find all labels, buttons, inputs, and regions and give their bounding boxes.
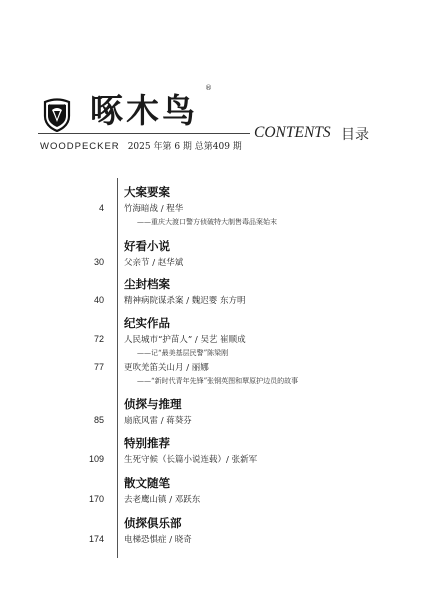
page-number: 85 xyxy=(93,415,104,425)
toc-entry-subtitle: ——重庆大渡口警方侦破特大制售毒品案始末 xyxy=(137,218,277,226)
toc-entry[interactable]: 电梯恐惧症 / 晓奇 xyxy=(124,535,192,545)
page-number: 77 xyxy=(93,362,104,372)
toc-entry-subtitle: ——“新时代青年先锋”张钢英图和覃原护边员的故事 xyxy=(137,377,299,385)
section-title: 纪实作品 xyxy=(124,316,170,330)
page-number: 174 xyxy=(88,534,104,544)
page-number: 30 xyxy=(93,257,104,267)
toc-entry[interactable]: 精神病院谋杀案 / 魏迟婴 东方明 xyxy=(124,296,246,306)
section-title: 尘封档案 xyxy=(124,277,170,291)
toc-entry-subtitle: ——记“最美基层民警”陈梁刚 xyxy=(137,349,229,357)
toc-entry[interactable]: 父亲节 / 赵华斌 xyxy=(124,258,184,268)
toc-vertical-rule xyxy=(117,178,118,558)
toc-entry[interactable]: 生死守候（长篇小说连载）/ 张新军 xyxy=(124,455,258,465)
page-number: 40 xyxy=(93,295,104,305)
woodpecker-emblem-icon xyxy=(42,98,72,132)
toc-entry[interactable]: 去老鹰山镇 / 邓跃东 xyxy=(124,495,201,505)
section-title: 特别推荐 xyxy=(124,436,170,450)
page-number: 4 xyxy=(98,203,104,213)
toc-entry[interactable]: 人民城市“护苗人” / 吴艺 崔顺成 xyxy=(124,335,246,345)
contents-label-cn: 目录 xyxy=(341,127,369,143)
registered-mark: ® xyxy=(205,84,212,92)
page-number: 170 xyxy=(88,494,104,504)
toc-entry[interactable]: 扇底风雷 / 蒋葵芬 xyxy=(124,416,192,426)
section-title: 散文随笔 xyxy=(124,476,170,490)
toc-entry[interactable]: 更吹羌笛关山月 / 丽娜 xyxy=(124,363,209,373)
issue-info: 2025 年第 6 期 总第409 期 xyxy=(127,142,242,152)
masthead xyxy=(0,0,427,170)
section-title: 好看小说 xyxy=(124,239,170,253)
section-title: 侦探俱乐部 xyxy=(124,516,182,530)
brand-name-en: WOODPECKER xyxy=(40,141,120,152)
section-title: 大案要案 xyxy=(124,185,170,199)
toc-entry[interactable]: 竹海暗战 / 程华 xyxy=(124,204,184,214)
page-number: 72 xyxy=(93,334,104,344)
contents-label: CONTENTS xyxy=(254,124,331,141)
magazine-title: 啄木鸟 xyxy=(90,91,198,130)
section-title: 侦探与推理 xyxy=(124,397,182,411)
page-number: 109 xyxy=(88,454,104,464)
issue-line xyxy=(40,139,242,152)
header-divider xyxy=(38,133,250,134)
